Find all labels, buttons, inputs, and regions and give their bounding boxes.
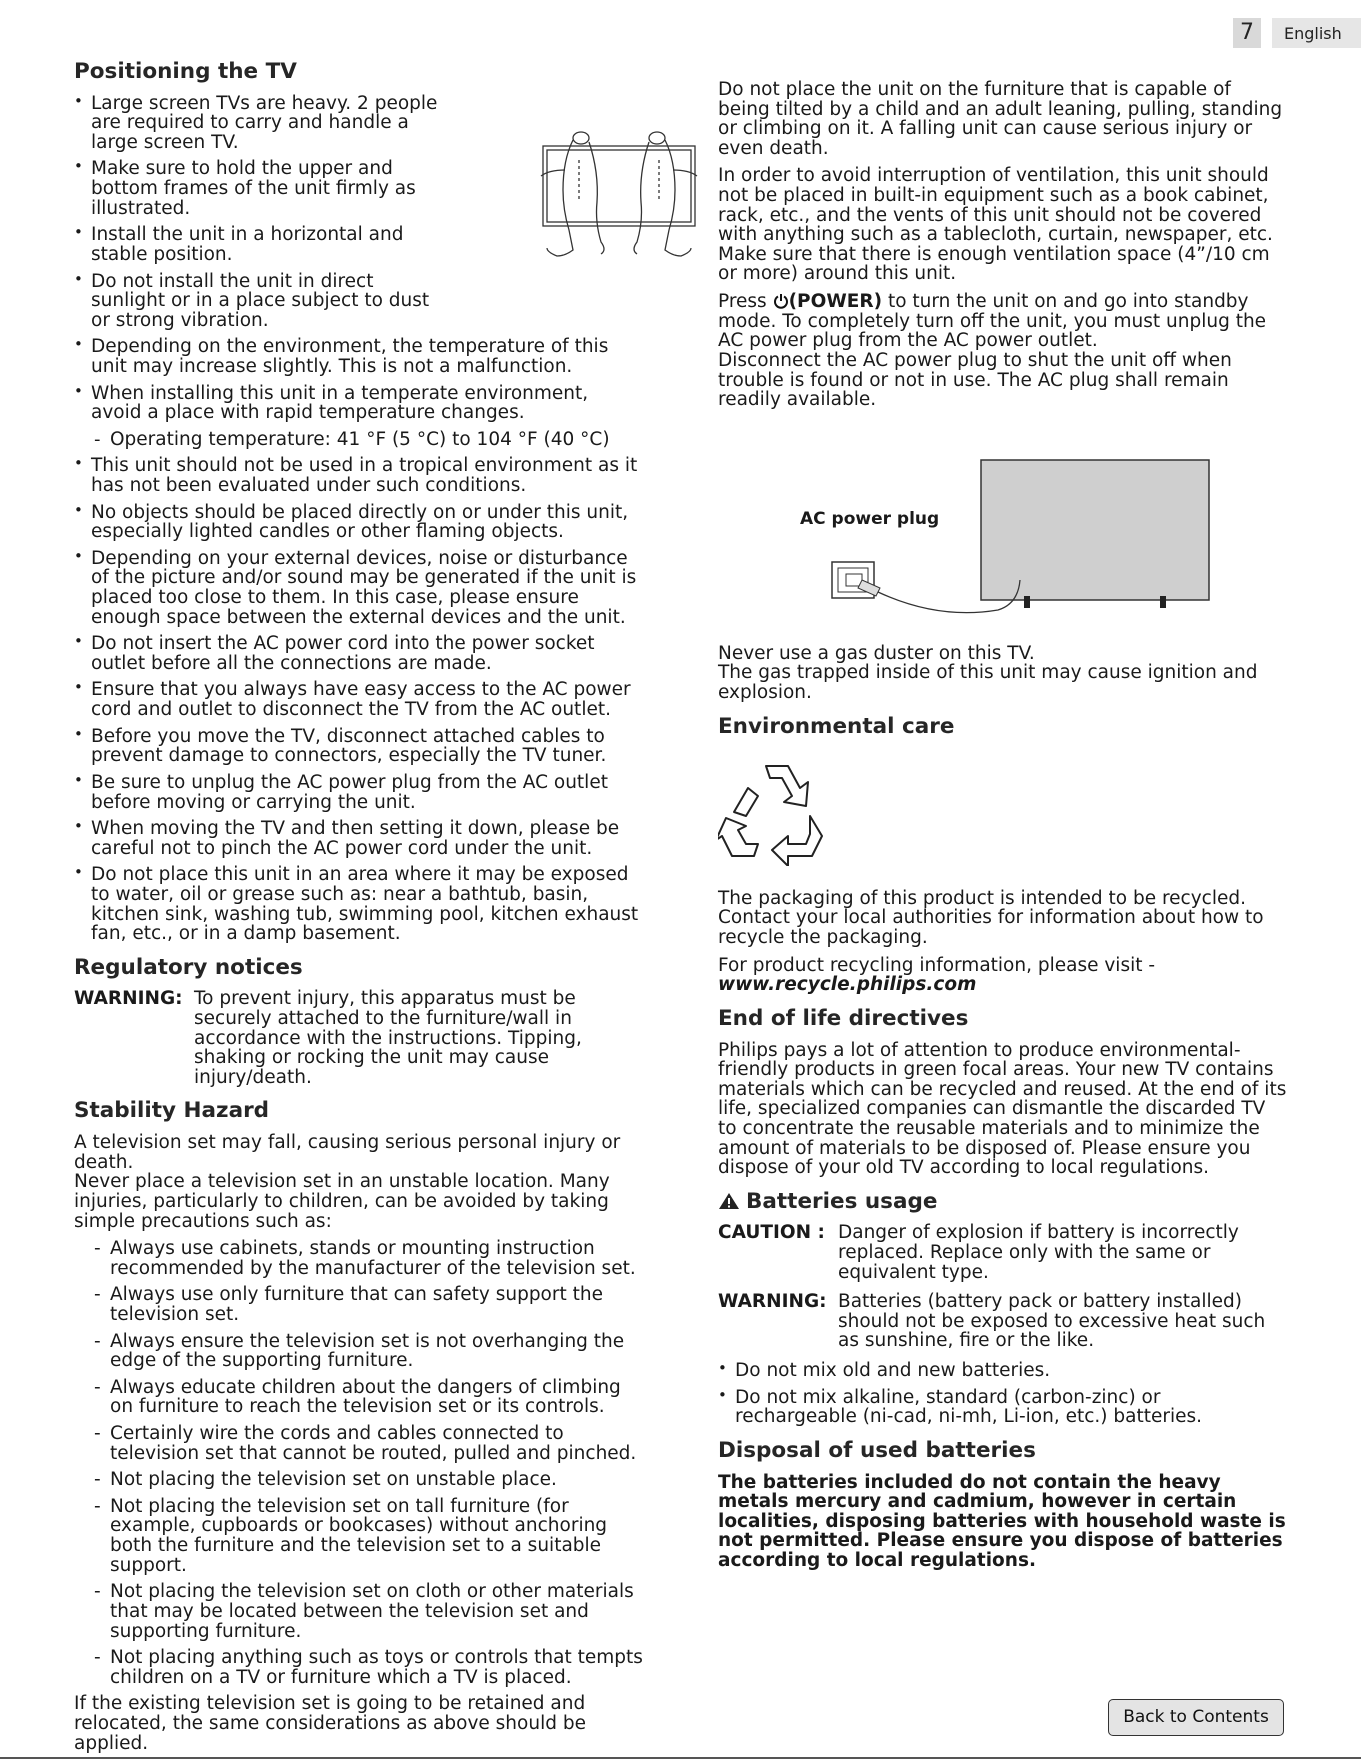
list-item: • No objects should be placed directly on or under this unit, especially lighted candles or other flaming objects. (74, 503, 644, 542)
paragraph: The packaging of this product is intended to be recycled. Contact your local authorities for information about how to recycle the packaging. (718, 887, 1264, 949)
list-item: • Install the unit in a horizontal and stable position. (74, 225, 444, 264)
stability-intro: Never place a television set in an unstable location. Many injuries, particularly to children, can be avoided by taking simple precautions such as: (74, 1171, 610, 1232)
batteries-title: Batteries usage (718, 1190, 1288, 1214)
list-item: • Be sure to unplug the AC power plug from the AC outlet before moving or carrying the unit. (74, 773, 644, 812)
language-tab: English (1272, 18, 1361, 48)
back-to-contents-button[interactable]: Back to Contents (1108, 1699, 1284, 1736)
caution-label: CAUTION : (718, 1222, 825, 1244)
plug-label: AC power plug (800, 508, 940, 529)
list-item: - Operating temperature: 41 °F (5 °C) to 104 °F (40 °C) (74, 430, 644, 450)
power-icon (773, 293, 789, 309)
caution-text: Danger of explosion if battery is incorrectly replaced. Replace only with the same or equivalent type. (838, 1222, 1239, 1283)
list-item: - Always use only furniture that can safety support the television set. (94, 1285, 644, 1324)
regulatory-title: Regulatory notices (74, 954, 303, 980)
list-item: • Ensure that you always have easy access to the AC power cord and outlet to disconnect the TV from the AC outlet. (74, 680, 644, 719)
list-item: - Not placing anything such as toys or controls that tempts children on a TV or furniture which a TV is placed. (94, 1648, 644, 1687)
warning-triangle-icon (718, 1192, 740, 1210)
right-column (718, 80, 1288, 1571)
disposal-text: The batteries included do not contain the heavy metals mercury and cadmium, however in certain localities, disposing batteries with household waste is not permitted. Please ensure you dispose of batteries according to local regulations. (718, 1471, 1286, 1571)
left-column (74, 60, 644, 1753)
list-item: • Large screen TVs are heavy. 2 people are required to carry and handle a large screen TV. (74, 94, 444, 153)
list-item: - Not placing the television set on tall furniture (for example, cupboards or bookcases) without anchoring both the furniture and the television set to a suitable support. (94, 1497, 644, 1575)
list-item: - Not placing the television set on unstable place. (94, 1470, 644, 1490)
stability-outro: If the existing television set is going to be retained and relocated, the same considerations as above should be applied. (74, 1693, 586, 1754)
paragraph: The gas trapped inside of this unit may cause ignition and explosion. (718, 662, 1258, 703)
battery-warning-row (718, 1292, 1288, 1351)
list-item: • Depending on the environment, the temperature of this unit may increase slightly. This is not a malfunction. (74, 337, 644, 376)
stability-title: Stability Hazard (74, 1098, 270, 1124)
list-item: • Do not mix old and new batteries. (718, 1361, 1288, 1381)
list-item: - Always use cabinets, stands or mounting instruction recommended by the manufacturer of the television set. (94, 1239, 644, 1278)
list-item: • Do not install the unit in direct sunlight or in a place subject to dust or strong vibration. (74, 272, 444, 331)
paragraph: Disconnect the AC power plug to shut the unit off when trouble is found or not in use. The AC plug shall remain readily available. (718, 349, 1232, 411)
list-item: • Do not mix alkaline, standard (carbon-zinc) or rechargeable (ni-cad, ni-mh, Li-ion, etc.) batteries. (718, 1388, 1288, 1427)
regulatory-warning (74, 989, 644, 1087)
carry-tv-illustration-icon (519, 130, 719, 260)
list-item: - Not placing the television set on cloth or other materials that may be located between the television set and supporting furniture. (94, 1582, 644, 1641)
paragraph: Never use a gas duster on this TV. (718, 642, 1035, 664)
warning-text: Batteries (battery pack or battery installed) should not be exposed to excessive heat such as sunshine, fire or the like. (838, 1291, 1266, 1352)
paragraph: Do not place the unit on the furniture that is capable of being tilted by a child and an adult leaning, pulling, standing or climbing on it. A falling unit can cause serious injury or even death. (718, 79, 1283, 159)
page-number: 7 (1233, 18, 1261, 48)
disposal-title: Disposal of used batteries (718, 1437, 1036, 1463)
list-item: • Make sure to hold the upper and bottom frames of the unit firmly as illustrated. (74, 159, 444, 218)
warning-label: WARNING: (74, 988, 183, 1010)
list-item: • Before you move the TV, disconnect attached cables to prevent damage to connectors, especially the TV tuner. (74, 727, 644, 766)
list-item: • Do not place this unit in an area where it may be exposed to water, oil or grease such as: near a bathtub, basin, kitchen sink, washing tub, swimming pool, kitchen exhaust fan, etc., or in a damp basement. (74, 865, 644, 943)
paragraph: For product recycling information, please visit - (718, 954, 1156, 976)
list-item: - Always educate children about the dangers of climbing on furniture to reach the television set or its controls. (94, 1378, 644, 1417)
caution-row (718, 1223, 1288, 1282)
paragraph: Philips pays a lot of attention to produce environmental-friendly products in green focal areas. Your new TV contains materials which can be recycled and reused. At the end of its life, specialized companies can dismantle the discarded TV to concentrate the reusable materials and to minimize the amount of materials to be disposed of. Please ensure you dispose of your old TV according to local regulations. (718, 1039, 1287, 1179)
list-item: • Depending on your external devices, noise or disturbance of the picture and/or sound may be generated if the unit is placed too close to them. In this case, please ensure enough space between the external devices and the unit. (74, 549, 644, 627)
environmental-title: Environmental care (718, 713, 955, 739)
list-item: • Do not insert the AC power cord into the power socket outlet before all the connections are made. (74, 634, 644, 673)
stability-list (74, 1239, 644, 1687)
recycle-icon (718, 756, 838, 866)
recycle-link[interactable]: www.recycle.philips.com (718, 974, 977, 996)
end-of-life-title: End of life directives (718, 1005, 969, 1031)
battery-list (718, 1361, 1288, 1427)
list-item: • This unit should not be used in a tropical environment as it has not been evaluated under such conditions. (74, 456, 644, 495)
footer-rule (0, 1757, 1361, 1759)
positioning-title: Positioning the TV (74, 59, 297, 84)
stability-intro: A television set may fall, causing serious personal injury or death. (74, 1132, 621, 1173)
paragraph: In order to avoid interruption of ventilation, this unit should not be placed in built-in equipment such as a book cabinet, rack, etc., and the vents of this unit should not be covered with anything such as a tablecloth, curtain, newspaper, etc. Make sure that there is enough ventilation space (4”/10 cm or more) around this unit. (718, 165, 1273, 285)
list-item: - Always ensure the television set is not overhanging the edge of the supporting furniture. (94, 1332, 644, 1371)
power-paragraph: Press (POWER) to turn the unit on and go into standby mode. To completely turn off the unit, you must unplug the AC power plug from the AC power outlet. (718, 291, 1267, 352)
ac-plug-diagram (718, 428, 1288, 628)
list-item: • When moving the TV and then setting it down, please be careful not to pinch the AC power cord under the unit. (74, 819, 644, 858)
warning-label: WARNING: (718, 1291, 827, 1313)
warning-text: To prevent injury, this apparatus must be securely attached to the furniture/wall in accordance with the instructions. Tipping, shaking or rocking the unit may cause injury/death. (194, 988, 582, 1088)
list-item: • When installing this unit in a temperate environment, avoid a place with rapid temperature changes. (74, 384, 644, 423)
list-item: - Certainly wire the cords and cables connected to television set that cannot be routed, pulled and pinched. (94, 1424, 644, 1463)
